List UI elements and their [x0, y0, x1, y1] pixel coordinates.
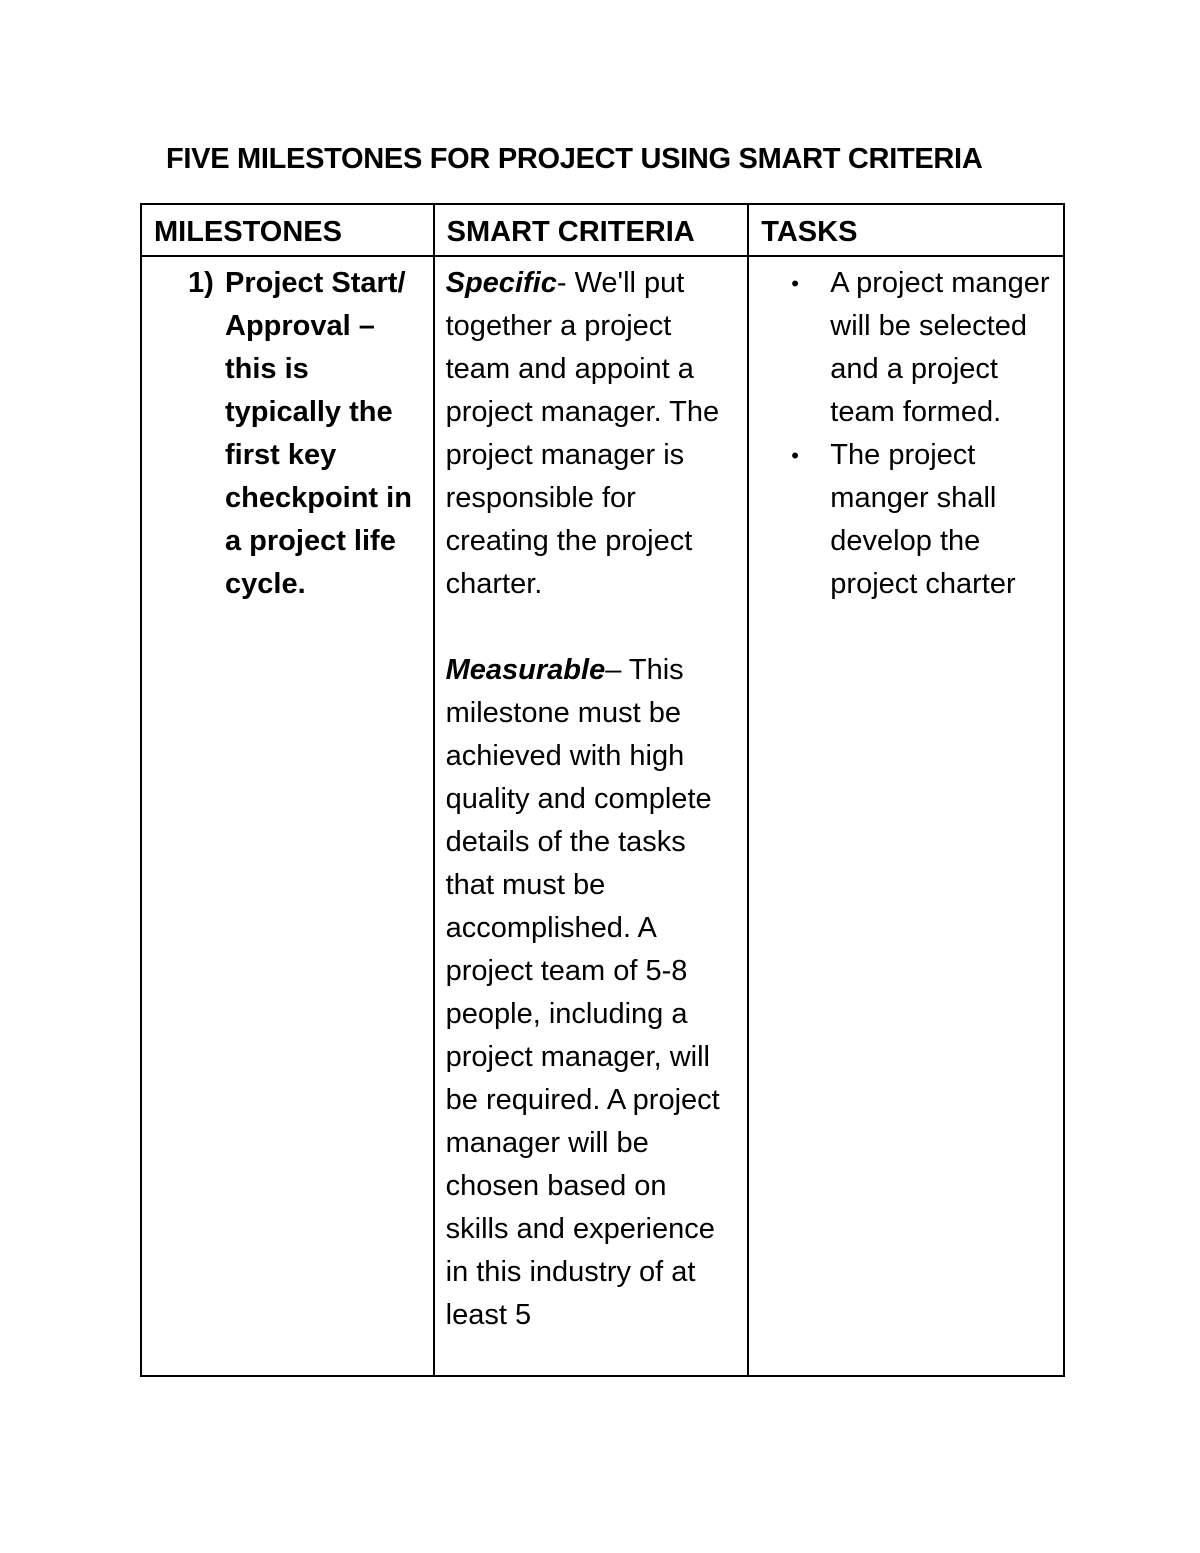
criteria-measurable: [446, 649, 738, 1337]
smart-criteria-content: [435, 257, 748, 1337]
list-item: [791, 262, 1053, 434]
list-item: [791, 434, 1053, 606]
criteria-term-measurable: Measurable: [445, 654, 606, 686]
criteria-text-measurable: This milestone must be achieved with high quality and complete details of the tasks that must be accomplished. A project team of 5-8 people, including a project manager, will be required. A project manager will be chosen based on skills and experience in this industry of at least 5: [445, 654, 720, 1331]
tasks-list: [749, 257, 1063, 606]
task-text: A project manger will be selected and a project team formed.: [830, 267, 1050, 428]
header-tasks: TASKS: [761, 216, 858, 248]
milestone-item: [142, 257, 433, 606]
smart-criteria-cell: [434, 256, 749, 1376]
table-header-row: [141, 204, 1064, 256]
criteria-separator-measurable: –: [605, 654, 629, 686]
criteria-separator-specific: -: [556, 267, 575, 299]
milestones-table: [140, 203, 1065, 1377]
criteria-specific: [446, 262, 738, 606]
tasks-cell: [748, 256, 1064, 1376]
page-title: FIVE MILESTONES FOR PROJECT USING SMART CRITERIA: [166, 143, 983, 175]
header-milestones: MILESTONES: [154, 216, 342, 248]
milestone-number: 1): [188, 267, 214, 299]
header-tasks-cell: [748, 204, 1064, 256]
criteria-text-specific: We'll put together a project team and appoint a project manager. The project manager is responsible for creating the project charter.: [445, 267, 720, 600]
task-text: The project manger shall develop the project charter: [830, 439, 1016, 600]
header-smart-criteria: SMART CRITERIA: [446, 216, 695, 248]
bullet-icon: •: [791, 443, 799, 468]
table-row: [141, 256, 1064, 1376]
bullet-icon: •: [791, 271, 799, 296]
milestone-cell: [141, 256, 434, 1376]
paragraph-gap: [446, 606, 738, 649]
criteria-term-specific: Specific: [445, 267, 557, 299]
header-smart-criteria-cell: [434, 204, 749, 256]
milestone-text: Project Start/ Approval – this is typically the first key checkpoint in a project life cycle.: [225, 267, 412, 600]
header-milestones-cell: [141, 204, 434, 256]
